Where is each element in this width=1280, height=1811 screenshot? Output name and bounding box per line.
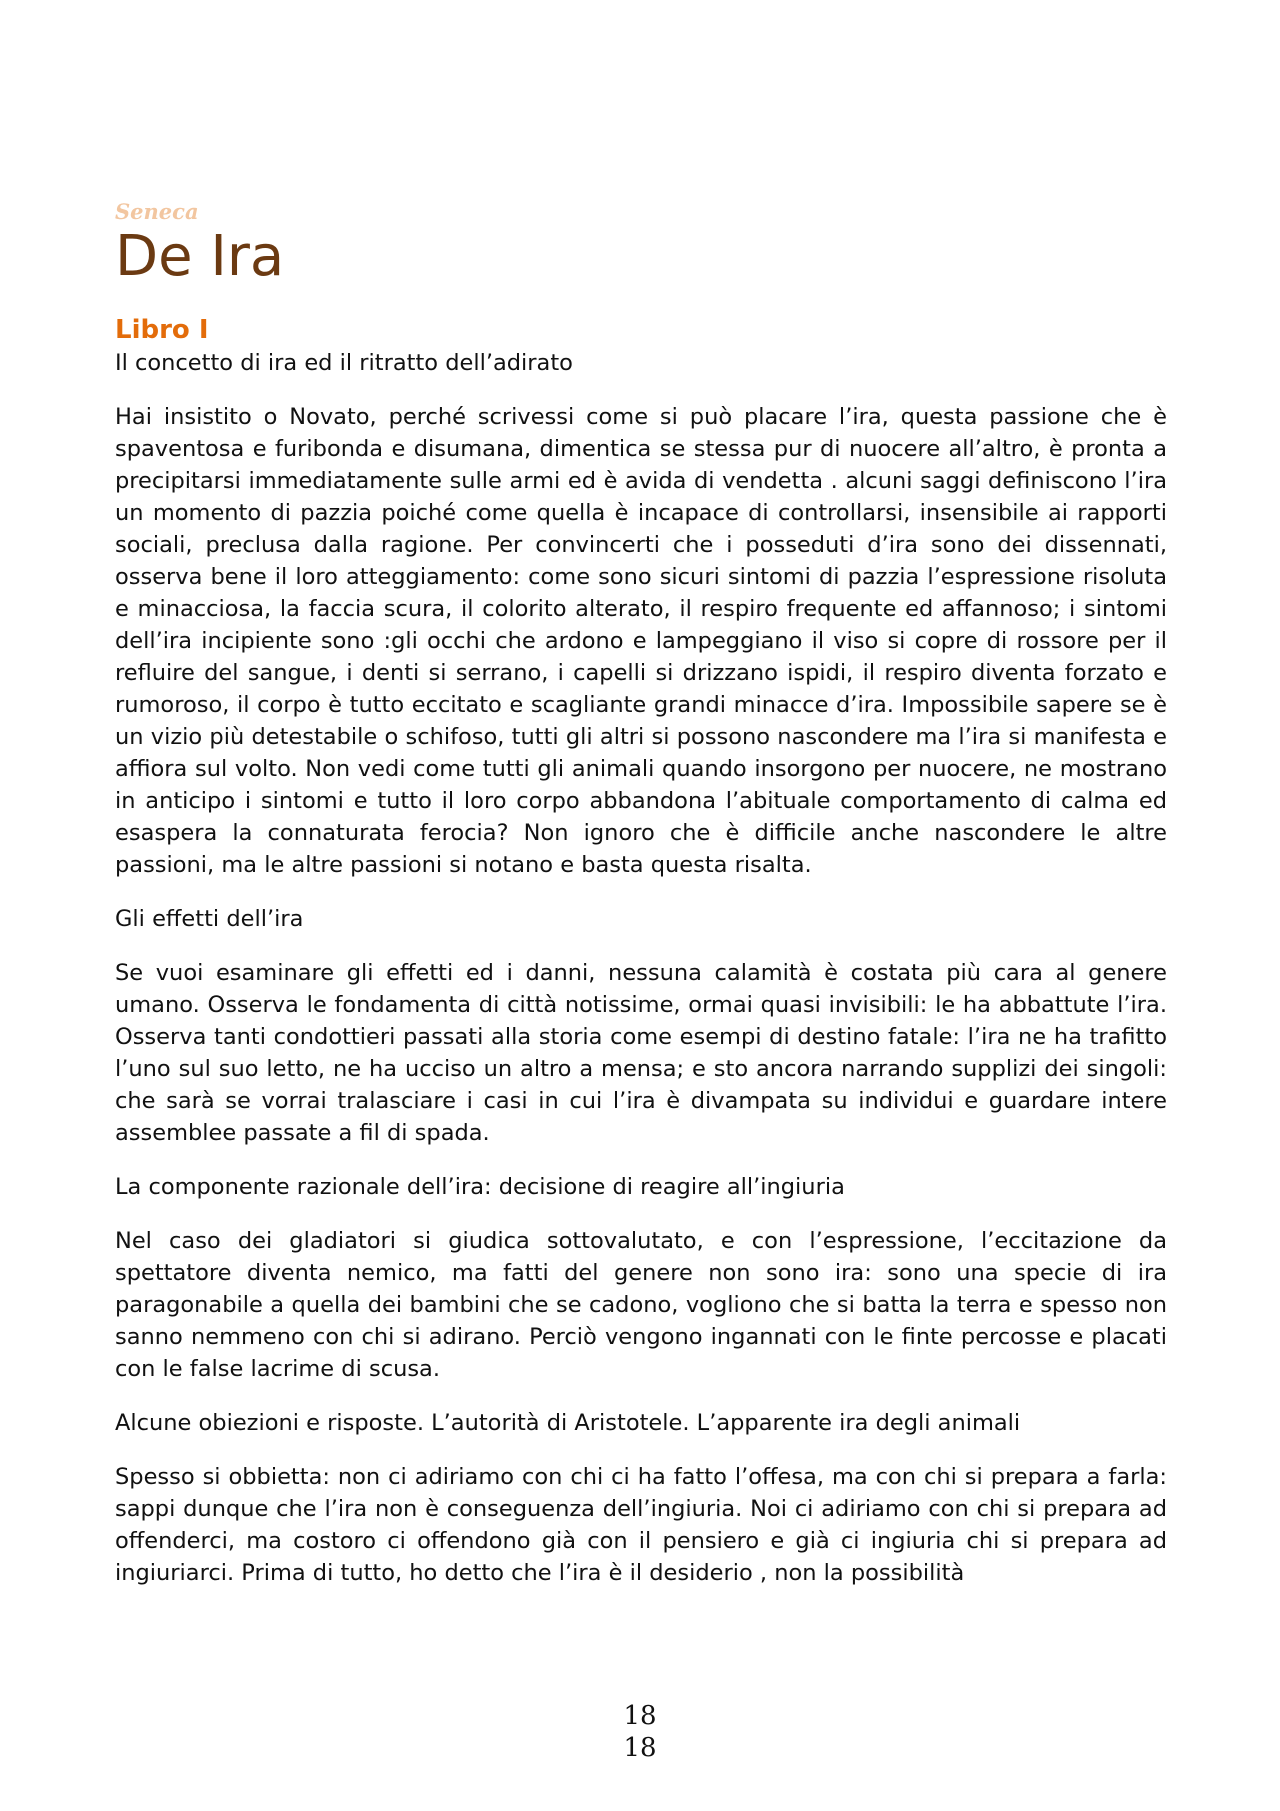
- section-paragraph: Hai insistito o Novato, perché scrivessi come si può placare l’ira, questa passione che è spaventosa e furibonda e disumana, dimentica se stessa pur di nuocere all’altro, è pronta a precipitarsi immediatamente sulle armi ed è avida di vendetta . alcuni saggi definiscono l’ira un momento di pazzia poiché come quella è incapace di controllarsi, insensibile ai rapporti sociali, preclusa dalla ragione. Per convincerti che i posseduti d’ira sono dei dissennati, osserva bene il loro atteggiamento: come sono sicuri sintomi di pazzia l’espressione risoluta e minacciosa, la faccia scura, il colorito alterato, il respiro frequente ed affannoso; i sintomi dell’ira incipiente sono :gli occhi che ardono e lampeggiano il viso si copre di rossore per il refluire del sangue, i denti si serrano, i capelli si drizzano ispidi, il respiro diventa forzato e rumoroso, il corpo è tutto eccitato e scagliante grandi minacce d’ira. Impossibile sapere se è un vizio più detestabile o schifoso, tutti gli altri si possono nascondere ma l’ira si manifesta e affiora sul volto. Non vedi come tutti gli animali quando insorgono per nuocere, ne mostrano in anticipo i sintomi e tutto il loro corpo abbandona l’abituale comportamento di calma ed esaspera la connaturata ferocia? Non ignoro che è difficile anche nascondere le altre passioni, ma le altre passioni si notano e basta questa risalta.: [115, 403, 1167, 878]
- section-heading: Il concetto di ira ed il ritratto dell’adirato: [115, 349, 573, 376]
- section-heading: La componente razionale dell’ira: decisione di reagire all’ingiuria: [115, 1173, 845, 1200]
- page-content: [115, 200, 1167, 1611]
- section-heading: Gli effetti dell’ira: [115, 905, 304, 932]
- section-paragraph: Spesso si obbietta: non ci adiriamo con chi ci ha fatto l’offesa, ma con chi si prepara a farla: sappi dunque che l’ira non è conseguenza dell’ingiuria. Noi ci adiriamo con chi si prepara ad offenderci, ma costoro ci offendono già con il pensiero e già ci ingiuria chi si prepara ad ingiuriarci. Prima di tutto, ho detto che l’ira è il desiderio , non la possibilità: [115, 1463, 1167, 1586]
- page-number: 18: [623, 1701, 657, 1731]
- section-paragraph: Se vuoi esaminare gli effetti ed i danni, nessuna calamità è costata più cara al genere umano. Osserva le fondamenta di città notissime, ormai quasi invisibili: le ha abbattute l’ira. Osserva tanti condottieri passati alla storia come esempi di destino fatale: l’ira ne ha trafitto l’uno sul suo letto, ne ha ucciso un altro a mensa; e sto ancora narrando supplizi dei singoli: che sarà se vorrai tralasciare i casi in cui l’ira è divampata su individui e guardare intere assemblee passate a fil di spada.: [115, 959, 1167, 1146]
- work-title: De Ira: [115, 224, 285, 290]
- section-heading: Alcune obiezioni e risposte. L’autorità di Aristotele. L’apparente ira degli animali: [115, 1409, 1021, 1436]
- section-paragraph: Nel caso dei gladiatori si giudica sottovalutato, e con l’espressione, l’eccitazione da spettatore diventa nemico, ma fatti del genere non sono ira: sono una specie di ira paragonabile a quella dei bambini che se cadono, vogliono che si batta la terra e spesso non sanno nemmeno con chi si adirano. Perciò vengono ingannati con le finte percosse e placati con le false lacrime di scusa.: [115, 1227, 1167, 1382]
- author-name: Seneca: [115, 199, 199, 224]
- page-number: 18: [623, 1733, 657, 1763]
- book-heading: Libro I: [115, 315, 209, 346]
